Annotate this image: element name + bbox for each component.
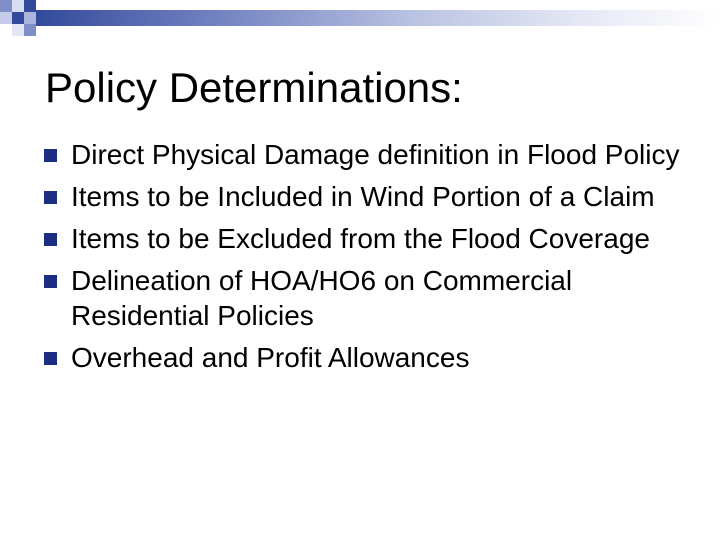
bullet-item [44,263,694,333]
square-bullet-icon [44,233,57,246]
bullet-list [44,137,694,382]
decor-square-icon [24,0,36,12]
square-bullet-icon [44,191,57,204]
decor-square-icon [24,24,36,36]
bullet-text: Delineation of HOA/HO6 on Commercial Residential Policies [71,265,573,331]
square-bullet-icon [44,149,57,162]
bullet-item [44,137,694,172]
square-bullet-icon [44,275,57,288]
decor-square-icon [12,24,24,36]
bullet-text: Items to be Excluded from the Flood Coverage [71,223,650,254]
square-bullet-icon [44,352,57,365]
decor-square-icon [0,0,12,12]
decor-square-icon [12,0,24,12]
bullet-item [44,221,694,256]
slide-title: Policy Determinations: [45,64,463,111]
decor-square-icon [12,12,24,24]
bullet-item [44,179,694,214]
decor-square-icon [0,12,12,24]
bullet-text: Overhead and Profit Allowances [71,342,470,373]
bullet-item [44,340,694,375]
decorative-header-band [0,0,720,36]
decor-square-icon [24,12,36,24]
bullet-text: Items to be Included in Wind Portion of a Claim [71,181,655,212]
bullet-text: Direct Physical Damage definition in Flood Policy [71,139,680,170]
decor-gradient-strip [36,10,720,26]
